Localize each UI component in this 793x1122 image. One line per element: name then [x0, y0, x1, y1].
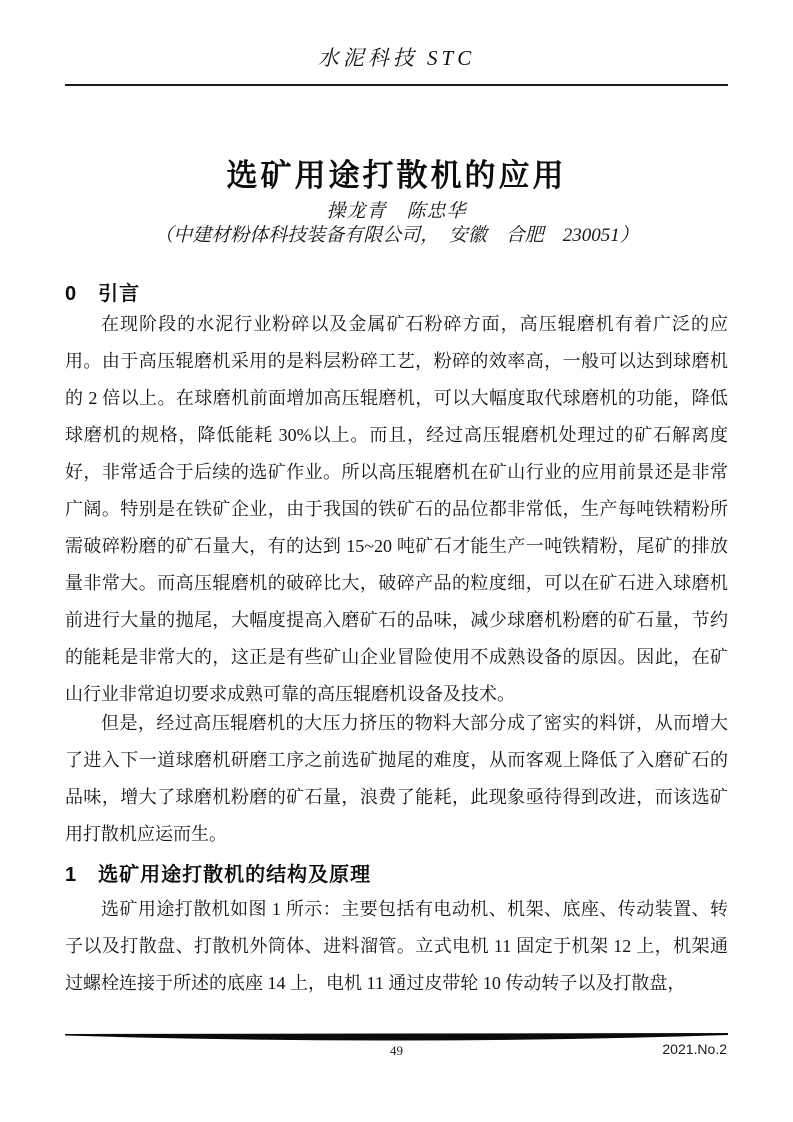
paragraph: 但是，经过高压辊磨机的大压力挤压的物料大部分成了密实的料饼，从而增大了进入下一道球磨机研磨工序之前选矿抛尾的难度，从而客观上降低了入磨矿石的品味，增大了球磨机粉磨的矿石量，浪费了能耗，此现象亟待得到改进，而该选矿用打散机应运而生。 [65, 713, 728, 844]
page-number: 49 [390, 1043, 403, 1058]
header-rule [65, 84, 728, 86]
issue-label: 2021.No.2 [662, 1041, 727, 1057]
paragraph: 在现阶段的水泥行业粉碎以及金属矿石粉碎方面，高压辊磨机有着广泛的应用。由于高压辊磨机采用的是料层粉碎工艺，粉碎的效率高，一般可以达到球磨机的 2 倍以上。在球磨机前面增加高压辊磨机，可以大幅度取代球磨机的功能，降低球磨机的规格，降低能耗 30%以上。而且，经过高压辊磨机处理过的矿石解离度好，非常适合于后续的选矿作业。所以高压辊磨机在矿山行业的应用前景还是非常广阔。特别是在铁矿企业，由于我国的铁矿石的品位都非常低，生产每吨铁精粉所需破碎粉磨的矿石量大，有的达到 15~20 吨矿石才能生产一吨铁精粉，尾矿的排放量非常大。而高压辊磨机的破碎比大，破碎产品的粒度细，可以在矿石进入球磨机前进行大量的抛尾，大幅度提高入磨矿石的品味，减少球磨机粉磨的矿石量，节约的能耗是非常大的，这正是有些矿山企业冒险使用不成熟设备的原因。因此，在矿山行业非常迫切要求成熟可靠的高压辊磨机设备及技术。 [65, 314, 728, 704]
section-heading-introduction: 0 引言 [65, 283, 141, 305]
article-title: 选矿用途打散机的应用 [226, 157, 567, 193]
journal-title: 水泥科技 STC [317, 46, 476, 70]
section-heading-structure-principle: 1 选矿用途打散机的结构及原理 [65, 864, 372, 886]
article-authors: 操龙青 陈忠华 [326, 201, 467, 222]
article-affiliation: （中建材粉体科技装备有限公司， 安徽 合肥 230051） [154, 225, 639, 246]
paragraph: 选矿用途打散机如图 1 所示：主要包括有电动机、机架、底座、传动装置、转子以及打散盘、打散机外筒体、进料溜管。立式电机 11 固定于机架 12 上，机架通过螺栓连接于所述的底座 14 上，电机 11 通过皮带轮 10 传动转子以及打散盘， [65, 899, 728, 993]
footer-rule [65, 1031, 728, 1042]
